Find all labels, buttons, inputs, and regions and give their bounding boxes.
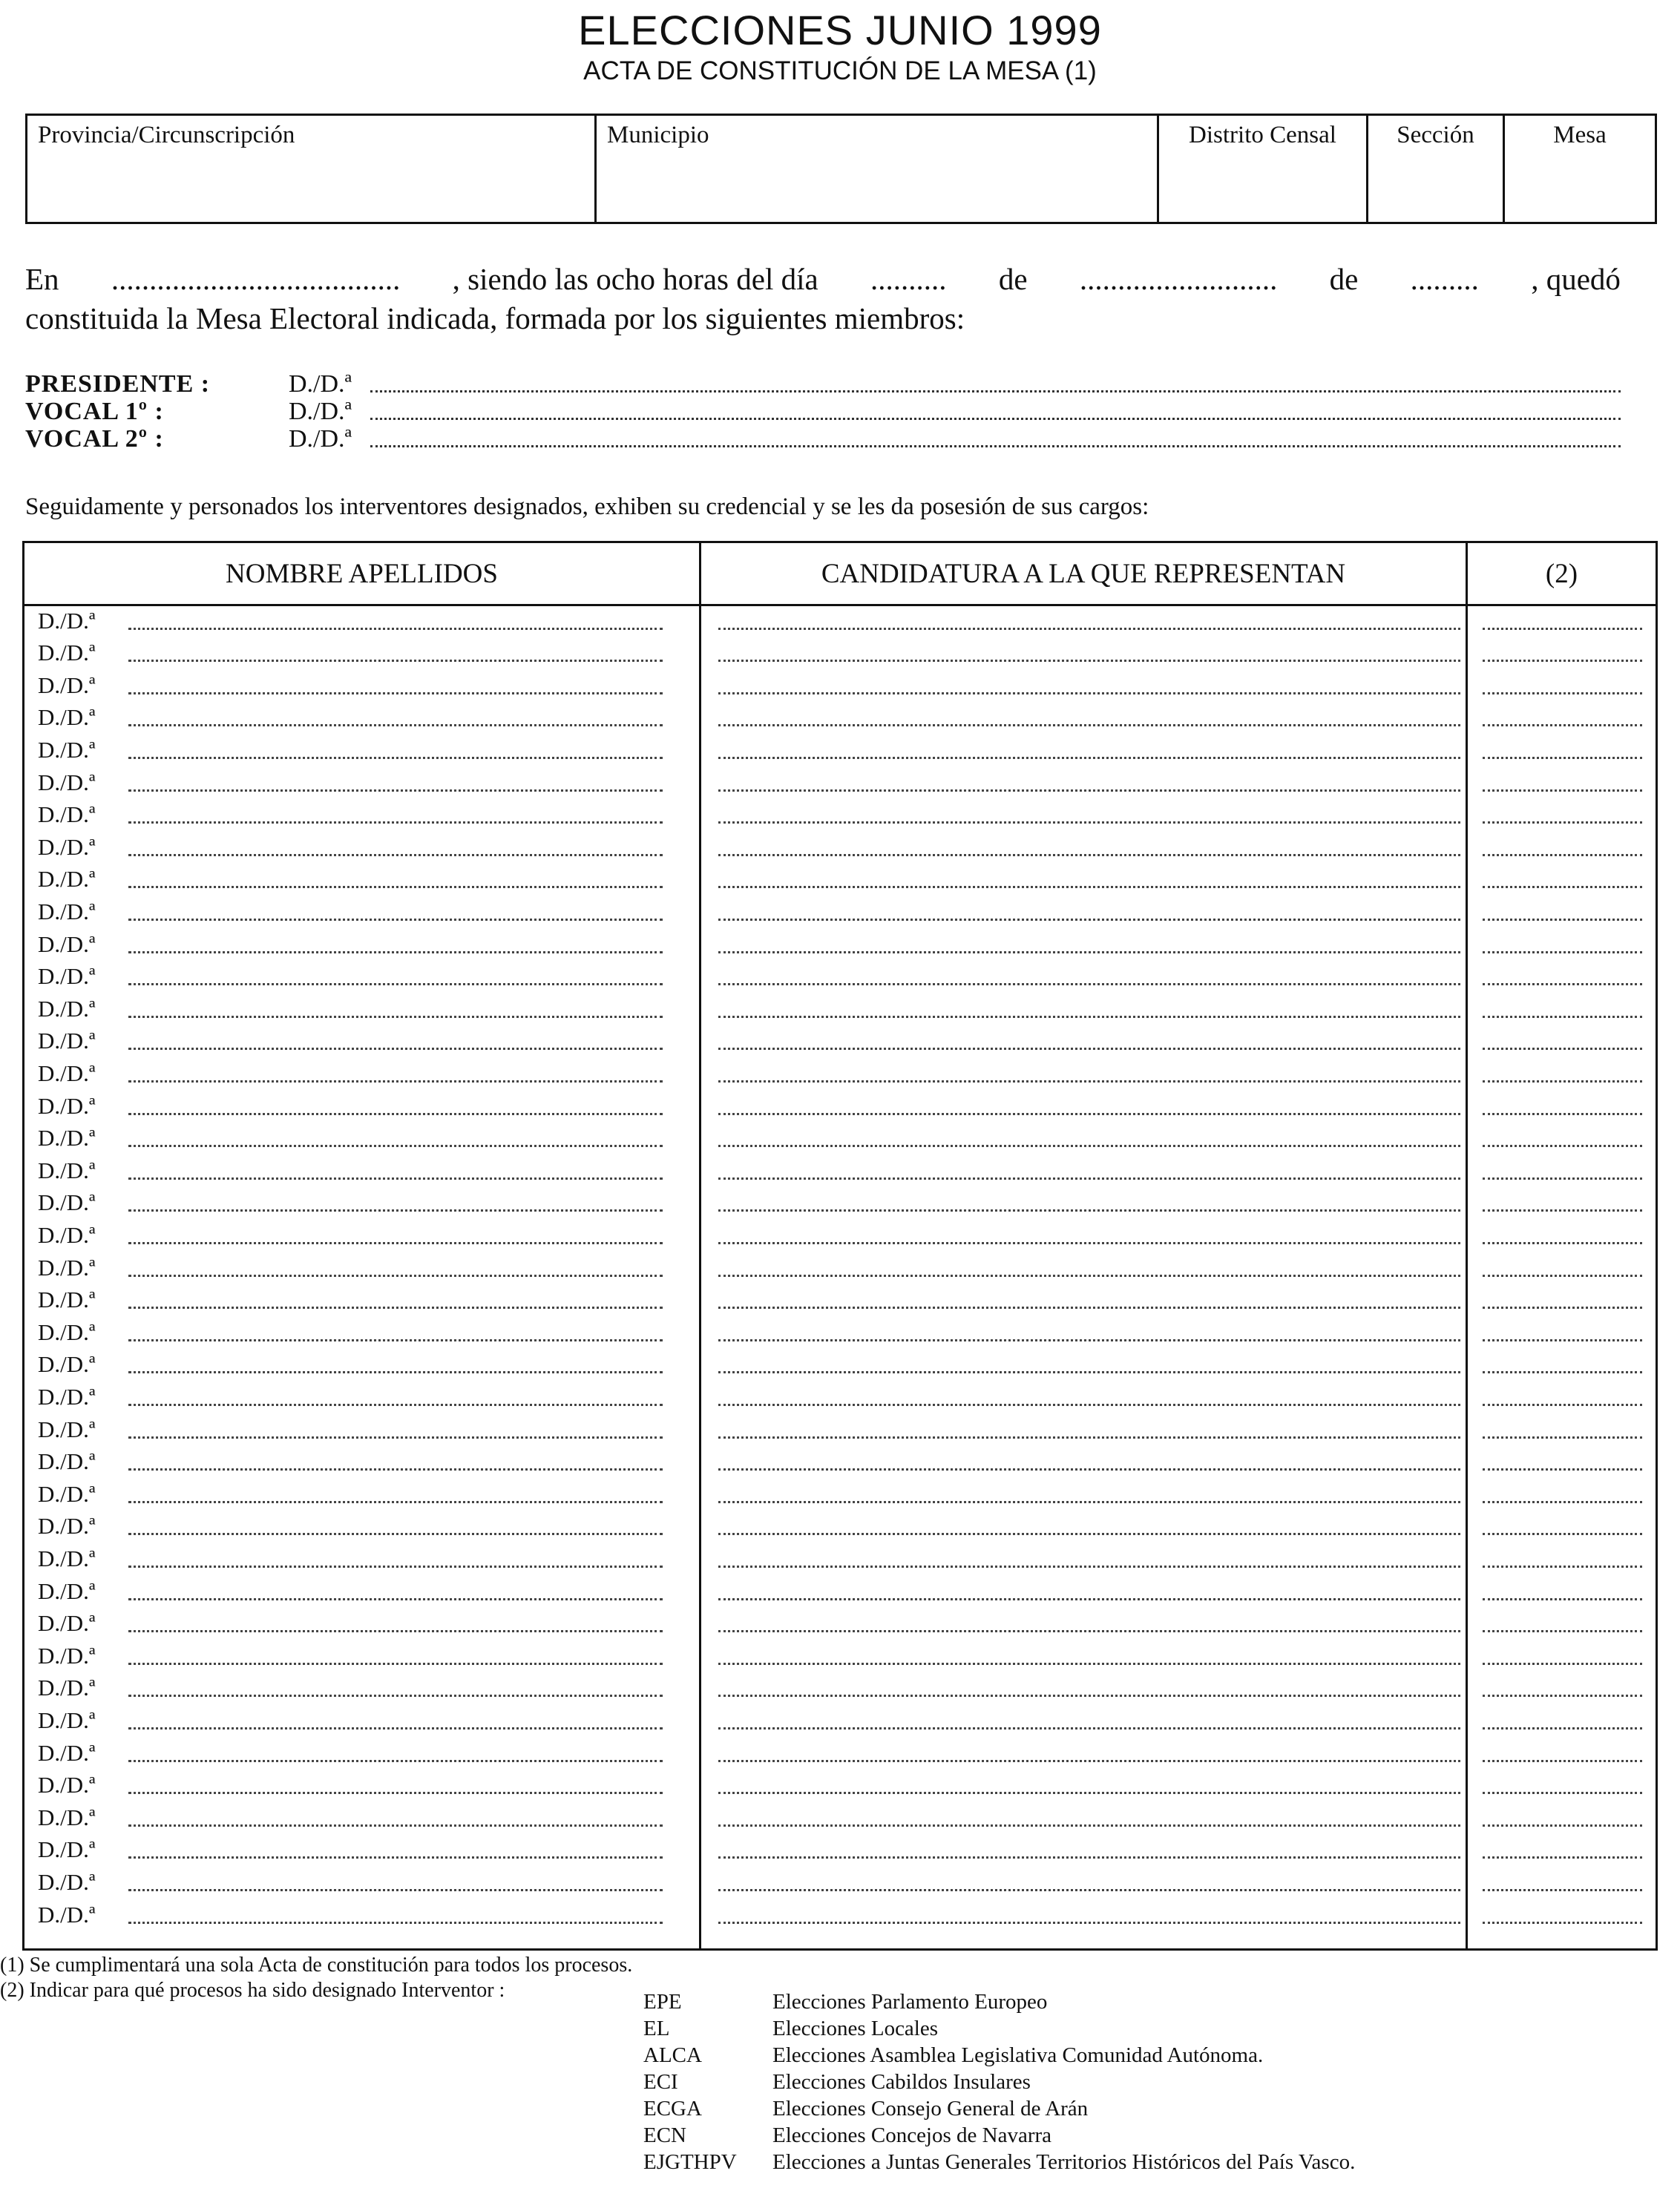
row-candidatura-line[interactable] [718, 1177, 1460, 1180]
row-proceso-line[interactable] [1483, 1468, 1642, 1471]
intro-line-2: constituida la Mesa Electoral indicada, formada por los siguientes miembros: [25, 301, 965, 335]
legend-code: EL [643, 2017, 670, 2040]
row-prefix: D./D.ª [38, 769, 96, 795]
intro-dots-month[interactable]: .......................... [1079, 262, 1278, 296]
row-proceso-line[interactable] [1483, 886, 1642, 888]
row-candidatura-line[interactable] [718, 951, 1460, 953]
row-name-line[interactable] [128, 1145, 663, 1147]
row-proceso-line[interactable] [1483, 1922, 1642, 1924]
column-header-nombre: NOMBRE APELLIDOS [226, 558, 498, 589]
table-row [24, 897, 1656, 930]
intro-hours-text: , siendo las ocho horas del día [452, 262, 818, 296]
row-candidatura-line[interactable] [718, 886, 1460, 888]
table-row [24, 930, 1656, 962]
table-row [24, 865, 1656, 898]
table-row [24, 962, 1656, 995]
row-proceso-line[interactable] [1483, 821, 1642, 824]
row-name-line[interactable] [128, 1016, 663, 1018]
row-candidatura-line[interactable] [718, 1209, 1460, 1212]
row-name-line[interactable] [128, 1468, 663, 1471]
table-row [24, 1738, 1656, 1771]
row-name-line[interactable] [128, 1663, 663, 1665]
table-row [24, 671, 1656, 703]
row-name-line[interactable] [128, 1209, 663, 1212]
table-row [24, 768, 1656, 801]
row-candidatura-line[interactable] [718, 1404, 1460, 1406]
seguidamente-text: Seguidamente y personados los interventores designados, exhiben su credencial y se les da posesión de sus cargos: [25, 493, 1149, 520]
row-prefix: D./D.ª [38, 1092, 96, 1119]
row-proceso-line[interactable] [1483, 1307, 1642, 1309]
table-row [24, 1448, 1656, 1480]
row-prefix: D./D.ª [38, 1287, 96, 1313]
column-header-proceso: (2) [1545, 558, 1578, 589]
table-row [24, 832, 1656, 865]
row-candidatura-line[interactable] [718, 1922, 1460, 1924]
row-prefix: D./D.ª [38, 1125, 96, 1152]
table-row [24, 1641, 1656, 1674]
legend-row [643, 2015, 1355, 2042]
row-proceso-line[interactable] [1483, 1371, 1642, 1373]
row-prefix: D./D.ª [38, 833, 96, 860]
row-name-line[interactable] [128, 692, 663, 694]
row-name-line[interactable] [128, 1436, 663, 1439]
row-proceso-line[interactable] [1483, 1145, 1642, 1147]
row-proceso-line[interactable] [1483, 757, 1642, 759]
legend-row [643, 2042, 1355, 2069]
form-subtitle: ACTA DE CONSTITUCIÓN DE LA MESA (1) [583, 56, 1097, 85]
row-candidatura-line[interactable] [718, 1113, 1460, 1115]
row-prefix: D./D.ª [38, 1739, 96, 1766]
row-prefix: D./D.ª [38, 1868, 96, 1895]
row-candidatura-line[interactable] [718, 1016, 1460, 1018]
intro-paragraph [25, 260, 1621, 338]
legend-row [643, 2122, 1355, 2149]
row-proceso-line[interactable] [1483, 1598, 1642, 1600]
row-name-line[interactable] [128, 1048, 663, 1050]
legend-code: ECGA [643, 2097, 702, 2121]
row-candidatura-line[interactable] [718, 692, 1460, 694]
legend-code: EJGTHPV [643, 2150, 737, 2174]
row-prefix: D./D.ª [38, 1642, 96, 1669]
row-prefix: D./D.ª [38, 995, 96, 1022]
row-prefix: D./D.ª [38, 1836, 96, 1863]
table-row [24, 1544, 1656, 1577]
table-row [24, 1124, 1656, 1157]
table-row [24, 1674, 1656, 1707]
row-candidatura-line[interactable] [718, 1792, 1460, 1794]
row-prefix: D./D.ª [38, 704, 96, 731]
row-name-line[interactable] [128, 1113, 663, 1115]
row-candidatura-line[interactable] [718, 1760, 1460, 1762]
row-name-line[interactable] [128, 1824, 663, 1827]
table-row [24, 1091, 1656, 1124]
row-candidatura-line[interactable] [718, 757, 1460, 759]
row-proceso-line[interactable] [1483, 789, 1642, 792]
table-row [24, 1609, 1656, 1642]
row-name-line[interactable] [128, 1177, 663, 1180]
row-name-line[interactable] [128, 886, 663, 888]
row-name-line[interactable] [128, 1339, 663, 1341]
row-candidatura-line[interactable] [718, 1436, 1460, 1439]
table-row [24, 1803, 1656, 1836]
row-name-line[interactable] [128, 1371, 663, 1373]
row-name-line[interactable] [128, 1889, 663, 1891]
row-prefix: D./D.ª [38, 607, 96, 634]
legend-description: Elecciones a Juntas Generales Territorios Históricos del País Vasco. [772, 2150, 1356, 2174]
member-role: VOCAL 1º : [25, 398, 164, 425]
row-proceso-line[interactable] [1483, 1792, 1642, 1794]
row-candidatura-line[interactable] [718, 1501, 1460, 1503]
row-proceso-line[interactable] [1483, 1080, 1642, 1083]
row-proceso-line[interactable] [1483, 854, 1642, 856]
row-name-line[interactable] [128, 854, 663, 856]
member-name-line[interactable] [370, 445, 1621, 447]
row-prefix: D./D.ª [38, 1577, 96, 1604]
row-name-line[interactable] [128, 1242, 663, 1244]
row-prefix: D./D.ª [38, 1189, 96, 1216]
row-candidatura-line[interactable] [718, 821, 1460, 824]
row-candidatura-line[interactable] [718, 1468, 1460, 1471]
row-prefix: D./D.ª [38, 898, 96, 924]
row-proceso-line[interactable] [1483, 1889, 1642, 1891]
legend-description: Elecciones Consejo General de Arán [772, 2097, 1089, 2121]
row-name-line[interactable] [128, 1307, 663, 1309]
row-proceso-line[interactable] [1483, 1630, 1642, 1632]
row-candidatura-line[interactable] [718, 1663, 1460, 1665]
row-candidatura-line[interactable] [718, 854, 1460, 856]
row-proceso-line[interactable] [1483, 1177, 1642, 1180]
member-row-vocal-2 [25, 426, 1621, 453]
row-proceso-line[interactable] [1483, 660, 1642, 662]
row-name-line[interactable] [128, 1630, 663, 1632]
field-distrito-censal[interactable]: Distrito Censal [1159, 116, 1368, 222]
row-proceso-line[interactable] [1483, 628, 1642, 630]
row-proceso-line[interactable] [1483, 1727, 1642, 1730]
intro-en: En [25, 262, 59, 296]
row-proceso-line[interactable] [1483, 1242, 1642, 1244]
member-prefix: D./D.ª [289, 425, 352, 453]
row-candidatura-line[interactable] [718, 789, 1460, 792]
field-municipio[interactable]: Municipio [597, 116, 1159, 222]
intro-dots-year[interactable]: ......... [1410, 262, 1479, 296]
row-prefix: D./D.ª [38, 866, 96, 893]
row-prefix: D./D.ª [38, 930, 96, 957]
table-row [24, 1577, 1656, 1609]
row-proceso-line[interactable] [1483, 1339, 1642, 1341]
field-seccion[interactable]: Sección [1368, 116, 1505, 222]
table-row [24, 1771, 1656, 1804]
row-prefix: D./D.ª [38, 1610, 96, 1637]
legend-code: ECN [643, 2123, 686, 2147]
table-row [24, 1059, 1656, 1091]
member-role: PRESIDENTE : [25, 370, 211, 398]
row-proceso-line[interactable] [1483, 1695, 1642, 1697]
row-prefix: D./D.ª [38, 1804, 96, 1830]
row-name-line[interactable] [128, 1856, 663, 1859]
row-prefix: D./D.ª [38, 671, 96, 698]
member-row-presidente [25, 371, 1621, 398]
row-proceso-line[interactable] [1483, 1048, 1642, 1050]
table-row [24, 1479, 1656, 1512]
row-name-line[interactable] [128, 1760, 663, 1762]
table-row [24, 735, 1656, 768]
legend-row [643, 1988, 1355, 2015]
row-proceso-line[interactable] [1483, 1275, 1642, 1277]
field-provincia[interactable]: Provincia/Circunscripción [27, 116, 597, 222]
row-proceso-line[interactable] [1483, 1404, 1642, 1406]
footnote-1: (1) Se cumplimentará una sola Acta de constitución para todos los procesos. [0, 1954, 633, 1977]
row-prefix: D./D.ª [38, 1448, 96, 1475]
table-header [24, 543, 1656, 606]
row-proceso-line[interactable] [1483, 1436, 1642, 1439]
row-prefix: D./D.ª [38, 1318, 96, 1345]
row-proceso-line[interactable] [1483, 1760, 1642, 1762]
row-proceso-line[interactable] [1483, 951, 1642, 953]
row-proceso-line[interactable] [1483, 724, 1642, 726]
row-prefix: D./D.ª [38, 1416, 96, 1442]
legend-row [643, 2149, 1355, 2175]
table-row [24, 1415, 1656, 1448]
mesa-members [25, 371, 1621, 453]
member-role: VOCAL 2º : [25, 425, 164, 453]
row-name-line[interactable] [128, 757, 663, 759]
row-name-line[interactable] [128, 1598, 663, 1600]
row-name-line[interactable] [128, 1727, 663, 1730]
row-candidatura-line[interactable] [718, 1630, 1460, 1632]
field-mesa[interactable]: Mesa [1553, 122, 1607, 148]
row-candidatura-line[interactable] [718, 1307, 1460, 1309]
row-prefix: D./D.ª [38, 801, 96, 828]
row-candidatura-line[interactable] [718, 1339, 1460, 1341]
footnotes [0, 1953, 632, 2003]
row-candidatura-line[interactable] [718, 983, 1460, 985]
table-row [24, 1900, 1656, 1933]
row-candidatura-line[interactable] [718, 1048, 1460, 1050]
row-name-line[interactable] [128, 1080, 663, 1083]
row-name-line[interactable] [128, 1922, 663, 1924]
form-title: ELECCIONES JUNIO 1999 [578, 7, 1102, 53]
legend-row [643, 2069, 1355, 2095]
table-row [24, 1286, 1656, 1318]
row-candidatura-line[interactable] [718, 1145, 1460, 1147]
member-row-vocal-1 [25, 398, 1621, 426]
table-row [24, 1156, 1656, 1189]
row-candidatura-line[interactable] [718, 919, 1460, 921]
row-prefix: D./D.ª [38, 1513, 96, 1540]
row-prefix: D./D.ª [38, 1157, 96, 1183]
row-name-line[interactable] [128, 1275, 663, 1277]
row-proceso-line[interactable] [1483, 1856, 1642, 1859]
legend-row [643, 2095, 1355, 2122]
row-candidatura-line[interactable] [718, 1371, 1460, 1373]
row-proceso-line[interactable] [1483, 1533, 1642, 1535]
column-header-candidatura: CANDIDATURA A LA QUE REPRESENTAN [821, 558, 1346, 589]
row-name-line[interactable] [128, 983, 663, 985]
legend-description: Elecciones Asamblea Legislativa Comunidad Autónoma. [772, 2043, 1264, 2067]
intro-quedo: , quedó [1531, 262, 1621, 296]
row-prefix: D./D.ª [38, 1383, 96, 1410]
row-name-line[interactable] [128, 724, 663, 726]
row-proceso-line[interactable] [1483, 1663, 1642, 1665]
row-candidatura-line[interactable] [718, 724, 1460, 726]
row-name-line[interactable] [128, 1501, 663, 1503]
row-candidatura-line[interactable] [718, 1856, 1460, 1859]
legend-description: Elecciones Cabildos Insulares [772, 2070, 1031, 2094]
row-prefix: D./D.ª [38, 1060, 96, 1086]
table-row [24, 801, 1656, 833]
legend-description: Elecciones Locales [772, 2017, 939, 2040]
intro-dots-place[interactable]: ...................................... [111, 262, 401, 296]
row-prefix: D./D.ª [38, 640, 96, 666]
interventores-table [22, 541, 1658, 1951]
table-row [24, 1318, 1656, 1350]
table-row [24, 1868, 1656, 1900]
row-prefix: D./D.ª [38, 1028, 96, 1054]
intro-de-1: de [998, 262, 1028, 296]
row-name-line[interactable] [128, 1566, 663, 1568]
row-candidatura-line[interactable] [718, 1566, 1460, 1568]
table-row [24, 1382, 1656, 1415]
row-prefix: D./D.ª [38, 1545, 96, 1571]
intro-de-2: de [1329, 262, 1359, 296]
table-row [24, 639, 1656, 671]
row-name-line[interactable] [128, 951, 663, 953]
row-candidatura-line[interactable] [718, 628, 1460, 630]
row-proceso-line[interactable] [1483, 919, 1642, 921]
table-row [24, 1189, 1656, 1221]
row-candidatura-line[interactable] [718, 1889, 1460, 1891]
legend-description: Elecciones Parlamento Europeo [772, 1990, 1048, 2014]
table-row [24, 1350, 1656, 1383]
table-row [24, 606, 1656, 639]
table-row [24, 703, 1656, 736]
row-prefix: D./D.ª [38, 1772, 96, 1799]
member-prefix: D./D.ª [289, 370, 352, 398]
header-fields-box [25, 114, 1657, 224]
row-candidatura-line[interactable] [718, 1824, 1460, 1827]
row-proceso-line[interactable] [1483, 1209, 1642, 1212]
row-prefix: D./D.ª [38, 1221, 96, 1248]
row-proceso-line[interactable] [1483, 1824, 1642, 1827]
row-candidatura-line[interactable] [718, 1275, 1460, 1277]
row-prefix: D./D.ª [38, 1675, 96, 1701]
row-candidatura-line[interactable] [718, 1695, 1460, 1697]
row-prefix: D./D.ª [38, 1254, 96, 1281]
process-legend [643, 1988, 1355, 2175]
row-name-line[interactable] [128, 919, 663, 921]
row-candidatura-line[interactable] [718, 1533, 1460, 1535]
row-proceso-line[interactable] [1483, 1566, 1642, 1568]
row-proceso-line[interactable] [1483, 1016, 1642, 1018]
member-name-line[interactable] [370, 390, 1621, 392]
legend-description: Elecciones Concejos de Navarra [772, 2123, 1052, 2147]
row-proceso-line[interactable] [1483, 983, 1642, 985]
row-name-line[interactable] [128, 821, 663, 824]
legend-code: ALCA [643, 2043, 702, 2067]
row-name-line[interactable] [128, 1695, 663, 1697]
member-name-line[interactable] [370, 418, 1621, 420]
row-proceso-line[interactable] [1483, 692, 1642, 694]
row-prefix: D./D.ª [38, 1480, 96, 1507]
table-row [24, 1253, 1656, 1286]
row-name-line[interactable] [128, 789, 663, 792]
row-candidatura-line[interactable] [718, 1080, 1460, 1083]
row-name-line[interactable] [128, 660, 663, 662]
table-row [24, 1027, 1656, 1060]
row-name-line[interactable] [128, 628, 663, 630]
row-name-line[interactable] [128, 1533, 663, 1535]
row-prefix: D./D.ª [38, 1707, 96, 1733]
legend-code: ECI [643, 2070, 678, 2094]
row-proceso-line[interactable] [1483, 1113, 1642, 1115]
row-prefix: D./D.ª [38, 1351, 96, 1378]
table-row [24, 1836, 1656, 1868]
intro-dots-day[interactable]: .......... [870, 262, 947, 296]
table-row [24, 994, 1656, 1027]
row-prefix: D./D.ª [38, 963, 96, 990]
footnote-2: (2) Indicar para qué procesos ha sido designado Interventor : [0, 1979, 505, 2002]
member-prefix: D./D.ª [289, 398, 352, 425]
row-candidatura-line[interactable] [718, 1727, 1460, 1730]
row-candidatura-line[interactable] [718, 1598, 1460, 1600]
row-candidatura-line[interactable] [718, 1242, 1460, 1244]
table-row [24, 1512, 1656, 1545]
row-name-line[interactable] [128, 1792, 663, 1794]
row-prefix: D./D.ª [38, 736, 96, 763]
table-row [24, 1706, 1656, 1738]
table-row [24, 1221, 1656, 1253]
legend-code: EPE [643, 1990, 682, 2014]
row-proceso-line[interactable] [1483, 1501, 1642, 1503]
row-name-line[interactable] [128, 1404, 663, 1406]
row-prefix: D./D.ª [38, 1901, 96, 1928]
row-candidatura-line[interactable] [718, 660, 1460, 662]
